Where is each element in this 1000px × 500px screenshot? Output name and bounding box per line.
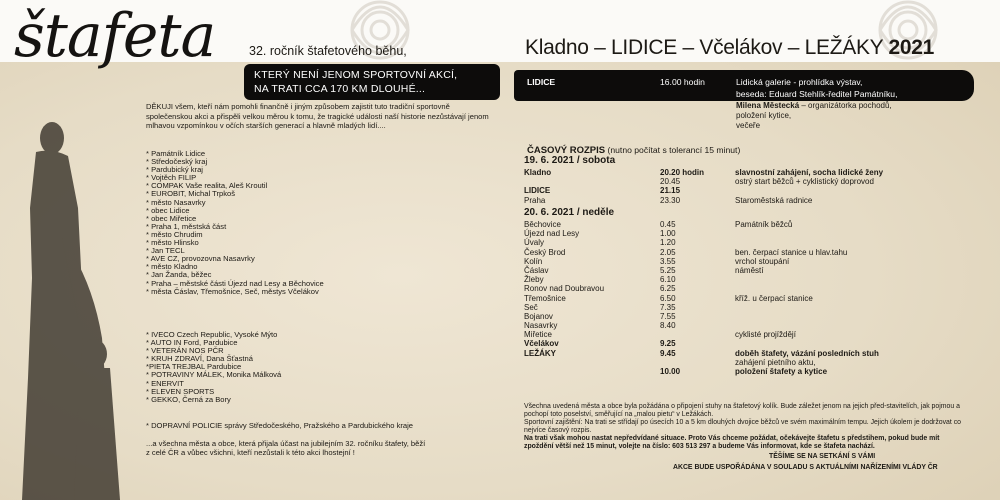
lidice-desc3: [736, 102, 892, 110]
schedule-place: Kolín: [524, 256, 543, 266]
sponsor-item: * EUROBIT, Michal Trpkoš: [146, 189, 236, 199]
schedule-note: náměstí: [735, 265, 764, 275]
footer-p3-right: TĚŠÍME SE NA SETKÁNÍ S VÁMI: [769, 453, 876, 460]
sponsor-item: * AVE CZ, provozovna Nasavrky: [146, 254, 255, 264]
subtitle: 32. ročník štafetového běhu,: [249, 44, 407, 58]
sponsor-item: * obec Miřetice: [146, 213, 197, 223]
schedule-place: Úvaly: [524, 238, 545, 248]
schedule-time: 1.20: [660, 238, 676, 248]
lidice-desc3-rest: – organizátorka pochodů,: [799, 101, 892, 110]
sponsor-item: * AUTO IN Ford, Pardubice: [146, 338, 238, 348]
schedule-note: Staroměstská radnice: [735, 195, 813, 205]
sponsor-item: * město Chrudim: [146, 229, 203, 239]
schedule-note: doběh štafety, vázání posledních stuh: [735, 348, 879, 358]
sponsor-item: * město Hlinsko: [146, 238, 199, 248]
schedule-time: 7.55: [660, 311, 676, 321]
schedule-note: položení štafety a kytice: [735, 367, 828, 376]
route-prefix: Kladno – LIDICE – Včelákov – LEŽÁKY: [525, 36, 883, 59]
closing-line2: z celé ČR a vůbec všichni, kteří nezůstali k této akci lhostejní !: [146, 448, 355, 457]
schedule-time: 21.15: [660, 186, 681, 196]
lidice-time: 16.00 hodin: [660, 77, 705, 87]
schedule-place: Bojanov: [524, 311, 553, 321]
day2-heading: 20. 6. 2021 / neděle: [524, 207, 615, 218]
schedule-title: ČASOVÝ ROZPIS: [527, 145, 606, 156]
lidice-desc4: položení kytice,: [736, 111, 792, 120]
sponsor-item: * Pardubický kraj: [146, 165, 203, 175]
schedule-place: Seč: [524, 302, 538, 312]
sponsor-item: * město Kladno: [146, 262, 198, 272]
schedule-time: 7.35: [660, 302, 676, 312]
schedule-place: Čáslav: [524, 265, 549, 275]
schedule-time: 10.00: [660, 367, 681, 376]
closing-line1: ...a všechna města a obce, která přijala účast na jubilejním 32. ročníku štafety, běží: [146, 439, 426, 448]
schedule-place: Praha: [524, 195, 546, 205]
sponsor-item: *PIETA TREJBAL Pardubice: [146, 362, 242, 372]
sponsor-item: * GEKKO, Černá za Bory: [146, 394, 231, 404]
schedule-place: Újezd nad Lesy: [524, 229, 580, 239]
tagline-bar: [244, 64, 500, 100]
schedule-note: vrchol stoupání: [735, 256, 790, 266]
footer-p4: AKCE BUDE USPOŘÁDÁNA V SOULADU S AKTUÁLNÍMI NAŘÍZENÍMI VLÁDY ČR: [673, 464, 938, 471]
schedule-place: LIDICE: [524, 186, 551, 196]
schedule-place: Třemošnice: [524, 293, 566, 303]
sponsor-item: * města Čáslav, Třemošnice, Seč, městys Včelákov: [146, 286, 319, 296]
schedule-note: kříž. u čerpací stanice: [735, 293, 813, 303]
schedule-place: Český Brod: [524, 247, 566, 257]
tagline-line1: KTERÝ NENÍ JENOM SPORTOVNÍ AKCÍ,: [254, 69, 458, 81]
sponsor-item: * ENERVIT: [146, 378, 184, 388]
schedule-time: 20.45: [660, 177, 681, 187]
lidice-place: LIDICE: [527, 77, 556, 87]
police-note: * DOPRAVNÍ POLICIE správy Středočeského, Pražského a Pardubického kraje: [146, 421, 414, 430]
schedule-place: Kladno: [524, 168, 552, 177]
schedule-note: ostrý start běžců + cyklistický doprovod: [735, 177, 874, 187]
schedule-place: Ronov nad Doubravou: [524, 284, 605, 294]
sponsor-item: * Jan Žanda, běžec: [146, 270, 212, 280]
sponsors-list-b: [146, 331, 281, 404]
schedule-time: 0.45: [660, 220, 676, 229]
sponsor-item: * Praha 1, městská část: [146, 221, 227, 231]
schedule-place: Žleby: [524, 275, 544, 285]
sponsor-item: * POTRAVINY MÁLEK, Monika Málková: [146, 370, 282, 380]
schedule-time: 6.25: [660, 284, 676, 294]
sponsor-item: * Památník Lidice: [146, 149, 206, 158]
route-title: [525, 36, 934, 60]
schedule-time: 8.40: [660, 321, 676, 331]
sponsor-item: * Středočeský kraj: [146, 157, 208, 167]
schedule-place: Včelákov: [524, 339, 559, 349]
sponsor-item: * IVECO Czech Republic, Vysoké Mýto: [146, 330, 278, 339]
sponsor-item: * Vojtěch FILIP: [146, 173, 197, 183]
footer-p3: Na trati však mohou nastat nepředvídané situace. Proto Vás chceme požádat, očekávejte štafetu s předstihem, pokud bude mít zpoždění větší než 15 minut, volejte na číslo: 603 513 297 a budeme Vás informovat, kde se štafeta nachází.: [524, 435, 940, 450]
schedule-note: (nutno počítat s tolerancí 15 minut): [605, 145, 741, 155]
schedule-time: 23.30: [660, 195, 681, 205]
schedule-time: 5.25: [660, 265, 676, 275]
sponsor-item: * VETERÁN NOS PČR: [146, 346, 224, 356]
day1-heading: 19. 6. 2021 / sobota: [524, 155, 616, 166]
intro-text: DĚKUJI všem, kteří nám pomohli finančně i jiným způsobem zajistit tuto tradiční sportovně společenskou akci a přispěli velkou měrou k tomu, že tragické události naší historie nezůstávají jenom mlhavou vzpomínkou v očích starších generací a hlavně mladých lidí....: [146, 102, 489, 131]
sponsor-item: * město Nasavrky: [146, 197, 206, 207]
lidice-desc3-name: Milena Městecká: [736, 101, 800, 110]
schedule-time: 20.20 hodin: [660, 168, 705, 177]
schedule-time: 1.00: [660, 229, 676, 239]
schedule-place: LEŽÁKY: [524, 348, 556, 358]
schedule-note: Památník běžců: [735, 220, 793, 229]
tagline-line2: NA TRATI CCA 170 KM DLOUHÉ...: [254, 83, 426, 95]
schedule-note: slavnostní zahájení, socha lidické ženy: [735, 168, 884, 177]
schedule-place: Nasavrky: [524, 321, 558, 331]
logo-stafeta: štafeta: [14, 1, 216, 71]
schedule-time: 2.05: [660, 247, 676, 257]
schedule-note: zahájení pietního aktu,: [735, 357, 816, 367]
schedule-time: 6.50: [660, 293, 676, 303]
schedule-note: ben. čerpací stanice u hlav.tahu: [735, 247, 848, 257]
sponsor-item: * Jan TECL: [146, 246, 185, 256]
footer-p2: Sportovní zajištění: Na trati se střídají po úsecích 10 a 5 km dlouhých dvojice běžců ve svém maximálním tempu. Jejich úkolem je dodržovat co nejvíce časový rozpis.: [524, 419, 961, 434]
sponsor-item: * Praha – městské části Újezd nad Lesy a Běchovice: [146, 278, 324, 288]
statue-image: [22, 118, 140, 500]
schedule-place: Miřetice: [524, 330, 553, 340]
schedule-note: cyklisté projíždějí: [735, 330, 796, 340]
route-year: 2021: [888, 36, 935, 59]
sponsor-item: * ELEVEN SPORTS: [146, 386, 215, 396]
lidice-desc5: večeře: [736, 121, 761, 130]
sponsor-item: * COMPAK Vaše realita, Aleš Kroutil: [146, 181, 268, 191]
schedule-time: 3.55: [660, 256, 676, 266]
sponsors-list-a: [146, 150, 324, 296]
schedule-time: 9.45: [660, 348, 676, 358]
lidice-desc2: beseda: Eduard Stehlík-ředitel Památníku,: [736, 89, 898, 99]
schedule-time: 9.25: [660, 339, 676, 349]
sponsor-item: * KRUH ZDRAVÍ, Dana Šťastná: [146, 354, 253, 364]
schedule-place: Běchovice: [524, 220, 561, 229]
footer-p1: Všechna uvedená města a obce byla požádána o připojení stuhy na štafetový kolík. Bude záležet jenom na jejich před-stavitelích, jak pojmou a pochopí toto poselství, směřující na „malou pietu“ v Ležákách.: [524, 403, 960, 418]
sponsor-item: * obec Lidice: [146, 205, 190, 215]
lidice-desc1: Lidická galerie - prohlídka výstav,: [736, 77, 863, 87]
schedule-time: 6.10: [660, 275, 676, 285]
